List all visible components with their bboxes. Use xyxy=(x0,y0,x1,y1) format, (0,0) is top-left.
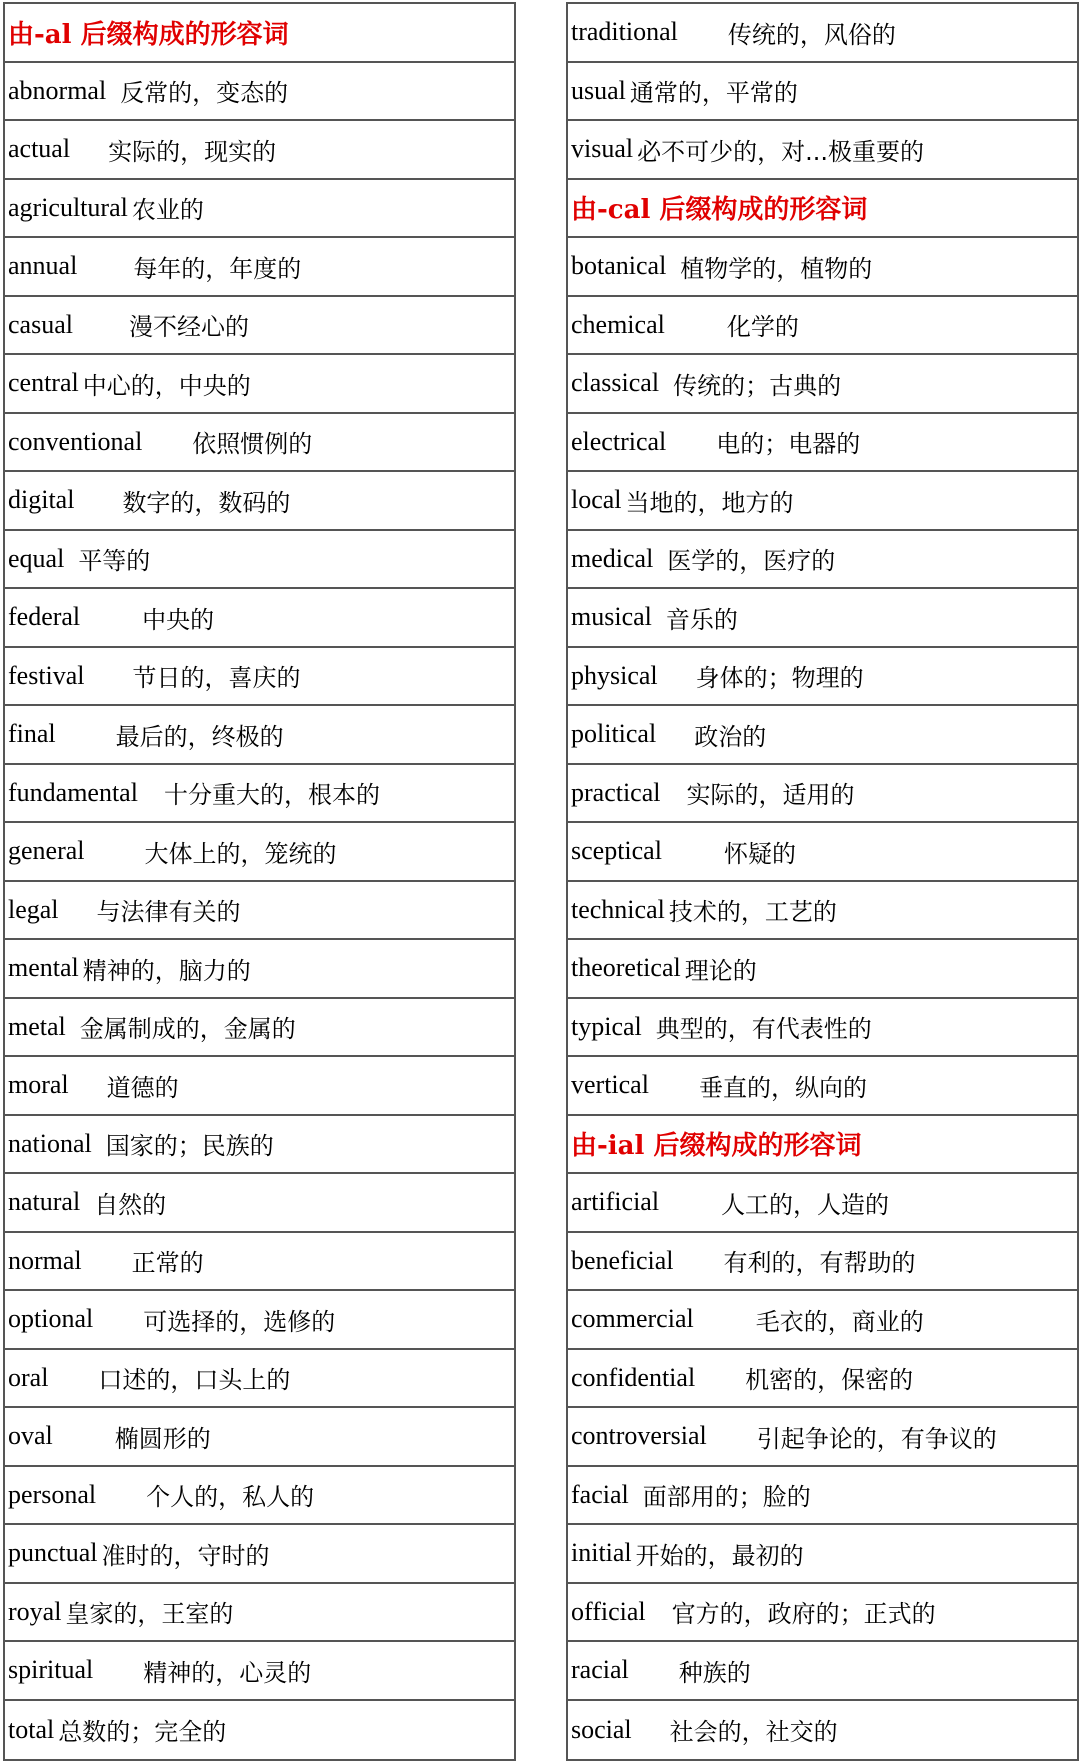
vocab-meaning: 当地的，地方的 xyxy=(625,488,794,517)
vocab-meaning: 皇家的，王室的 xyxy=(65,1600,234,1629)
vocab-word: national xyxy=(8,1128,92,1158)
vocab-meaning: 精神的，脑力的 xyxy=(82,956,251,985)
vocab-meaning: 国家的；民族的 xyxy=(105,1132,274,1161)
vocab-meaning: 毛衣的，商业的 xyxy=(755,1307,924,1336)
vocab-meaning: 典型的，有代表性的 xyxy=(655,1015,872,1044)
vocab-row xyxy=(568,1350,1077,1409)
vocab-row xyxy=(568,355,1077,414)
vocab-meaning: 垂直的，纵向的 xyxy=(698,1073,867,1102)
vocab-row xyxy=(568,1057,1077,1116)
vocab-row xyxy=(568,1701,1077,1760)
vocab-row xyxy=(5,1350,514,1409)
vocab-row xyxy=(568,882,1077,941)
vocab-table-left xyxy=(3,2,516,1761)
vocab-row xyxy=(5,1701,514,1760)
vocab-meaning: 农业的 xyxy=(131,196,204,225)
vocab-word: commercial xyxy=(571,1304,694,1334)
vocab-word: controversial xyxy=(571,1421,707,1451)
vocab-meaning: 必不可少的，对...极重要的 xyxy=(637,137,924,166)
vocab-meaning: 准时的，守时的 xyxy=(101,1541,270,1570)
vocab-meaning: 机密的，保密的 xyxy=(745,1366,914,1395)
vocab-row xyxy=(568,63,1077,122)
vocab-row xyxy=(5,63,514,122)
vocab-meaning: 面部用的；脸的 xyxy=(642,1483,811,1512)
vocab-meaning: 人工的，人造的 xyxy=(721,1190,890,1219)
vocab-row xyxy=(568,472,1077,531)
vocab-meaning: 技术的，工艺的 xyxy=(668,898,837,927)
vocab-meaning: 精神的，心灵的 xyxy=(143,1658,312,1687)
vocab-row xyxy=(568,1525,1077,1584)
vocab-row xyxy=(568,648,1077,707)
vocab-word: equal xyxy=(8,543,65,573)
vocab-row xyxy=(5,648,514,707)
vocab-word: theoretical xyxy=(571,953,681,983)
vocab-word: racial xyxy=(571,1655,629,1685)
vocab-word: mental xyxy=(8,953,79,983)
vocab-word: chemical xyxy=(571,309,665,339)
vocab-word: initial xyxy=(571,1538,632,1568)
vocab-meaning: 依照惯例的 xyxy=(192,430,313,459)
vocab-word: central xyxy=(8,368,79,398)
vocab-row xyxy=(5,1174,514,1233)
vocab-row xyxy=(5,1642,514,1701)
vocab-meaning: 引起争论的，有争议的 xyxy=(756,1424,997,1453)
vocab-meaning: 反常的，变态的 xyxy=(120,79,289,108)
vocab-meaning: 电的；电器的 xyxy=(716,430,861,459)
section-header xyxy=(5,4,514,63)
vocab-word: botanical xyxy=(571,251,667,281)
vocab-word: annual xyxy=(8,251,78,281)
vocab-word: casual xyxy=(8,309,73,339)
vocab-word: typical xyxy=(571,1011,642,1041)
vocab-row xyxy=(568,823,1077,882)
vocab-meaning: 中心的，中央的 xyxy=(82,371,251,400)
vocab-table-right xyxy=(566,2,1079,1761)
vocab-meaning: 金属制成的，金属的 xyxy=(79,1015,296,1044)
vocab-row xyxy=(5,999,514,1058)
vocab-row xyxy=(568,1642,1077,1701)
vocab-word: political xyxy=(571,719,657,749)
vocab-row xyxy=(5,765,514,824)
vocab-row xyxy=(568,238,1077,297)
vocab-row xyxy=(568,1408,1077,1467)
vocab-word: abnormal xyxy=(8,75,107,105)
vocab-meaning: 身体的；物理的 xyxy=(695,664,864,693)
vocab-row xyxy=(5,882,514,941)
vocab-row xyxy=(568,589,1077,648)
vocab-word: official xyxy=(571,1596,646,1626)
vocab-meaning: 最后的，终极的 xyxy=(115,722,284,751)
vocab-meaning: 平等的 xyxy=(78,547,151,576)
vocab-meaning: 有利的，有帮助的 xyxy=(723,1249,916,1278)
vocab-word: physical xyxy=(571,660,658,690)
vocab-word: practical xyxy=(571,777,661,807)
vocab-meaning: 理论的 xyxy=(684,956,757,985)
vocab-meaning: 正常的 xyxy=(131,1249,204,1278)
vocab-word: social xyxy=(571,1714,632,1744)
vocab-meaning: 与法律有关的 xyxy=(96,898,241,927)
vocab-word: royal xyxy=(8,1596,62,1626)
vocab-word: agricultural xyxy=(8,192,128,222)
vocab-row xyxy=(568,297,1077,356)
vocab-word: visual xyxy=(571,134,634,164)
vocab-word: confidential xyxy=(571,1362,696,1392)
vocab-row xyxy=(568,531,1077,590)
vocab-meaning: 医学的，医疗的 xyxy=(667,547,836,576)
vocab-row xyxy=(5,531,514,590)
vocab-word: natural xyxy=(8,1187,81,1217)
vocab-word: moral xyxy=(8,1070,69,1100)
vocab-word: actual xyxy=(8,134,71,164)
vocab-row xyxy=(568,414,1077,473)
vocab-word: electrical xyxy=(571,426,667,456)
vocab-word: spiritual xyxy=(8,1655,94,1685)
vocab-word: personal xyxy=(8,1479,97,1509)
vocab-row xyxy=(5,472,514,531)
vocab-word: local xyxy=(571,485,622,515)
vocab-word: final xyxy=(8,719,56,749)
vocab-meaning: 社会的，社交的 xyxy=(669,1718,838,1747)
vocab-row xyxy=(568,1174,1077,1233)
vocab-word: beneficial xyxy=(571,1245,674,1275)
vocab-row xyxy=(5,1116,514,1175)
vocab-meaning: 十分重大的，根本的 xyxy=(163,781,380,810)
vocab-meaning: 口述的，口头上的 xyxy=(98,1366,291,1395)
vocab-meaning: 传统的；古典的 xyxy=(673,371,842,400)
vocab-meaning: 种族的 xyxy=(678,1658,751,1687)
vocab-row xyxy=(568,706,1077,765)
vocab-meaning: 节日的，喜庆的 xyxy=(132,664,301,693)
vocab-word: conventional xyxy=(8,426,143,456)
vocab-row xyxy=(5,706,514,765)
vocab-word: musical xyxy=(571,602,652,632)
vocab-word: general xyxy=(8,836,85,866)
vocab-word: vertical xyxy=(571,1070,649,1100)
vocab-word: festival xyxy=(8,660,85,690)
vocab-row xyxy=(5,297,514,356)
vocab-meaning: 政治的 xyxy=(694,722,767,751)
vocab-row xyxy=(5,1467,514,1526)
vocab-meaning: 每年的，年度的 xyxy=(133,254,302,283)
vocab-row xyxy=(5,1584,514,1643)
vocab-meaning: 官方的，政府的；正式的 xyxy=(671,1600,936,1629)
vocab-word: oval xyxy=(8,1421,53,1451)
vocab-row xyxy=(5,238,514,297)
vocab-meaning: 数字的，数码的 xyxy=(122,488,291,517)
vocab-word: classical xyxy=(571,368,660,398)
vocab-row xyxy=(5,1291,514,1350)
vocab-meaning: 个人的，私人的 xyxy=(146,1483,315,1512)
vocab-meaning: 化学的 xyxy=(726,313,799,342)
vocab-row xyxy=(568,1233,1077,1292)
section-title: 由-cal 后缀构成的形容词 xyxy=(571,195,868,226)
vocab-meaning: 开始的，最初的 xyxy=(635,1541,804,1570)
vocab-meaning: 怀疑的 xyxy=(723,839,796,868)
vocab-word: usual xyxy=(571,75,626,105)
vocab-word: total xyxy=(8,1714,55,1744)
section-title: 由-ial 后缀构成的形容词 xyxy=(571,1131,862,1162)
vocab-row xyxy=(5,823,514,882)
vocab-row xyxy=(568,999,1077,1058)
vocab-meaning: 实际的，现实的 xyxy=(108,137,277,166)
vocab-word: artificial xyxy=(571,1187,660,1217)
vocab-meaning: 自然的 xyxy=(94,1190,167,1219)
vocab-row xyxy=(5,589,514,648)
vocab-row xyxy=(5,940,514,999)
vocab-meaning: 实际的，适用的 xyxy=(686,781,855,810)
vocab-meaning: 可选择的，选修的 xyxy=(143,1307,336,1336)
vocab-row xyxy=(5,1233,514,1292)
vocab-meaning: 中央的 xyxy=(142,605,215,634)
vocab-row xyxy=(568,1584,1077,1643)
vocab-word: medical xyxy=(571,543,654,573)
vocab-word: federal xyxy=(8,602,81,632)
vocab-row xyxy=(5,180,514,239)
vocab-word: normal xyxy=(8,1245,82,1275)
vocab-word: optional xyxy=(8,1304,94,1334)
vocab-row xyxy=(568,1291,1077,1350)
vocab-word: technical xyxy=(571,894,665,924)
vocab-meaning: 大体上的，笼统的 xyxy=(144,839,337,868)
vocab-row xyxy=(5,1057,514,1116)
vocab-word: sceptical xyxy=(571,836,662,866)
vocab-row xyxy=(5,121,514,180)
vocab-word: legal xyxy=(8,894,59,924)
vocab-meaning: 通常的，平常的 xyxy=(629,79,798,108)
vocab-row xyxy=(5,414,514,473)
vocab-word: fundamental xyxy=(8,777,138,807)
vocab-word: metal xyxy=(8,1011,66,1041)
vocab-meaning: 音乐的 xyxy=(665,605,738,634)
vocab-word: traditional xyxy=(571,17,678,47)
vocab-word: oral xyxy=(8,1362,49,1392)
vocab-meaning: 道德的 xyxy=(106,1073,179,1102)
vocab-meaning: 植物学的，植物的 xyxy=(680,254,873,283)
vocab-row xyxy=(5,1408,514,1467)
vocab-row xyxy=(5,355,514,414)
vocab-word: punctual xyxy=(8,1538,98,1568)
vocab-row xyxy=(5,1525,514,1584)
section-header xyxy=(568,180,1077,239)
section-title: 由-al 后缀构成的形容词 xyxy=(8,19,289,50)
vocab-meaning: 总数的；完全的 xyxy=(58,1718,227,1747)
vocab-word: digital xyxy=(8,485,75,515)
vocab-word: facial xyxy=(571,1479,629,1509)
vocab-row xyxy=(568,121,1077,180)
vocab-meaning: 椭圆形的 xyxy=(114,1424,211,1453)
vocab-row xyxy=(568,765,1077,824)
section-header xyxy=(568,1116,1077,1175)
vocab-row xyxy=(568,940,1077,999)
vocab-meaning: 漫不经心的 xyxy=(128,313,249,342)
vocab-row xyxy=(568,1467,1077,1526)
vocab-row xyxy=(568,4,1077,63)
vocab-meaning: 传统的，风俗的 xyxy=(727,20,896,49)
